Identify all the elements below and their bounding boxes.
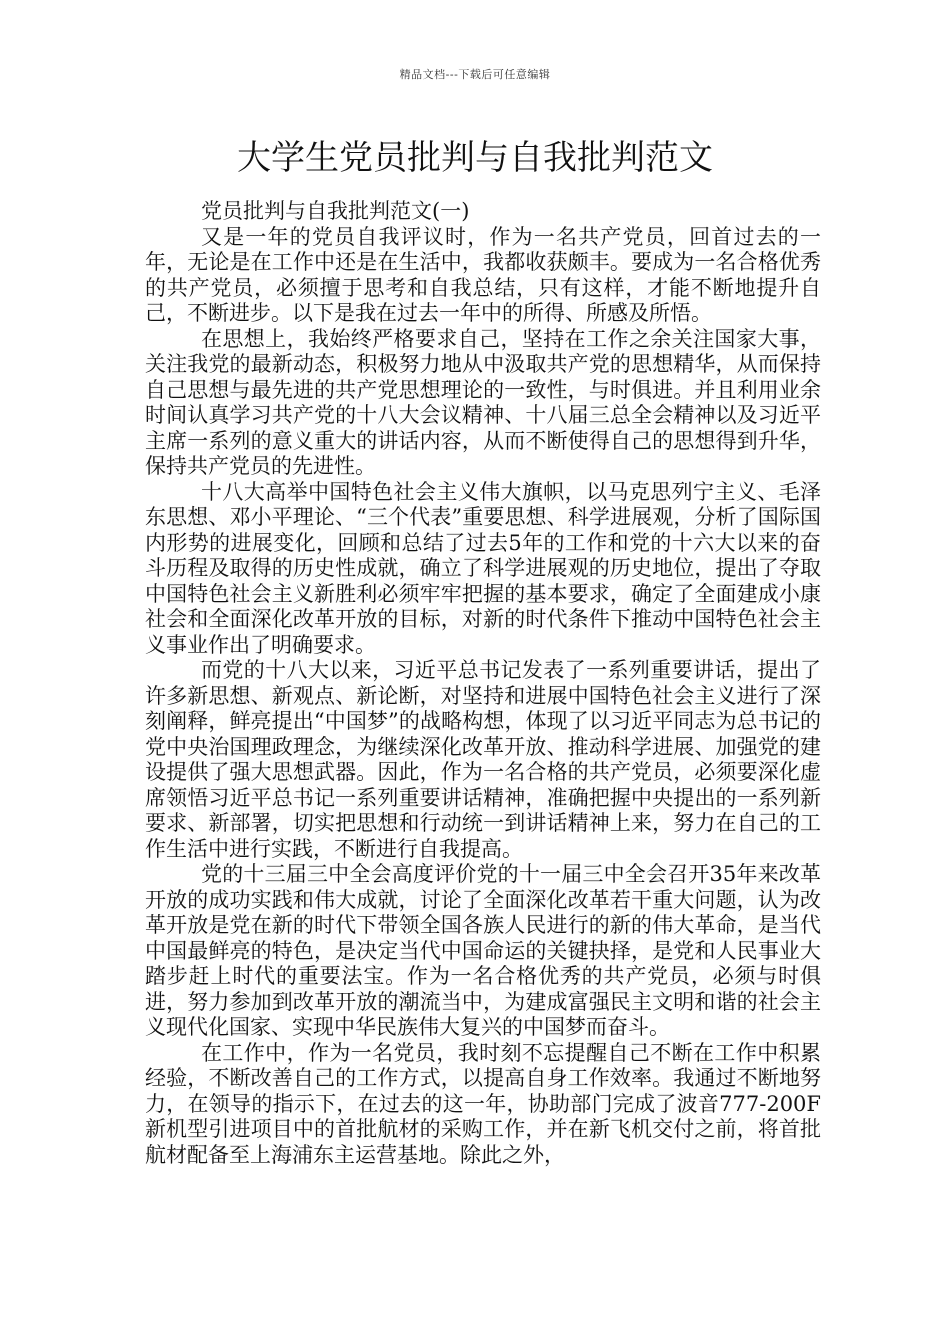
- paragraph-1: 又是一年的党员自我评议时，作为一名共产党员，回首过去的一年，无论是在工作中还是在生活中，我都收获颇丰。要成为一名合格优秀的共产党员，必须擅于思考和自我总结，只有这样，才能不断地提升自己，不断进步。以下是我在过去一年中的所得、所感及所悟。: [145, 224, 821, 325]
- paragraph-6: 在工作中，作为一名党员，我时刻不忘提醒自己不断在工作中积累经验，不断改善自己的工作方式，以提高自身工作效率。我通过不断地努力，在领导的指示下，在过去的这一年，协助部门完成了波音777-200F新机型引进项目中的首批航材的采购工作，并在新飞机交付之前，将首批航材配备至上海浦东主运营基地。除此之外，: [145, 1040, 821, 1167]
- section-heading: 党员批判与自我批判范文(一): [201, 199, 470, 223]
- paragraph-2: 在思想上，我始终严格要求自己，坚持在工作之余关注国家大事，关注我党的最新动态，积极努力地从中汲取共产党的思想精华，从而保持自己思想与最先进的共产党思想理论的一致性，与时俱进。并且利用业余时间认真学习共产党的十八大会议精神、十八届三总全会精神以及习近平主席一系列的意义重大的讲话内容，从而不断使得自己的思想得到升华，保持共产党员的先进性。: [145, 326, 821, 478]
- document-title: 大学生党员批判与自我批判范文: [237, 138, 713, 178]
- paragraph-4: 而党的十八大以来，习近平总书记发表了一系列重要讲话，提出了许多新思想、新观点、新论断，对坚持和进展中国特色社会主义进行了深刻阐释，鲜亮提出“中国梦”的战略构想，体现了以习近平同志为总书记的党中央治国理政理念，为继续深化改革开放、推动科学进展、加强党的建设提供了强大思想武器。因此，作为一名合格的共产党员，必须要深化虚席领悟习近平总书记一系列重要讲话精神，准确把握中央提出的一系列新要求、新部署，切实把思想和行动统一到讲话精神上来，努力在自己的工作生活中进行实践，不断进行自我提高。: [145, 658, 821, 861]
- header-note: 精品文档---下载后可任意编辑: [399, 68, 551, 81]
- document-body: [145, 199, 821, 1168]
- paragraph-3: 十八大高举中国特色社会主义伟大旗帜，以马克思列宁主义、毛泽东思想、邓小平理论、“三个代表”重要思想、科学进展观，分析了国际国内形势的进展变化，回顾和总结了过去5年的工作和党的十六大以来的奋斗历程及取得的历史性成就，确立了科学进展观的历史地位，提出了夺取中国特色社会主义新胜利必须牢牢把握的基本要求，确定了全面建成小康社会和全面深化改革开放的目标，对新的时代条件下推动中国特色社会主义事业作出了明确要求。: [145, 479, 821, 657]
- paragraph-5: 党的十三届三中全会高度评价党的十一届三中全会召开35年来改革开放的成功实践和伟大成就，讨论了全面深化改革若干重大问题，认为改革开放是党在新的时代下带领全国各族人民进行的新的伟大革命，是当代中国最鲜亮的特色，是决定当代中国命运的关键抉择，是党和人民事业大踏步赶上时代的重要法宝。作为一名合格优秀的共产党员，必须与时俱进，努力参加到改革开放的潮流当中，为建成富强民主文明和谐的社会主义现代化国家、实现中华民族伟大复兴的中国梦而奋斗。: [145, 862, 821, 1039]
